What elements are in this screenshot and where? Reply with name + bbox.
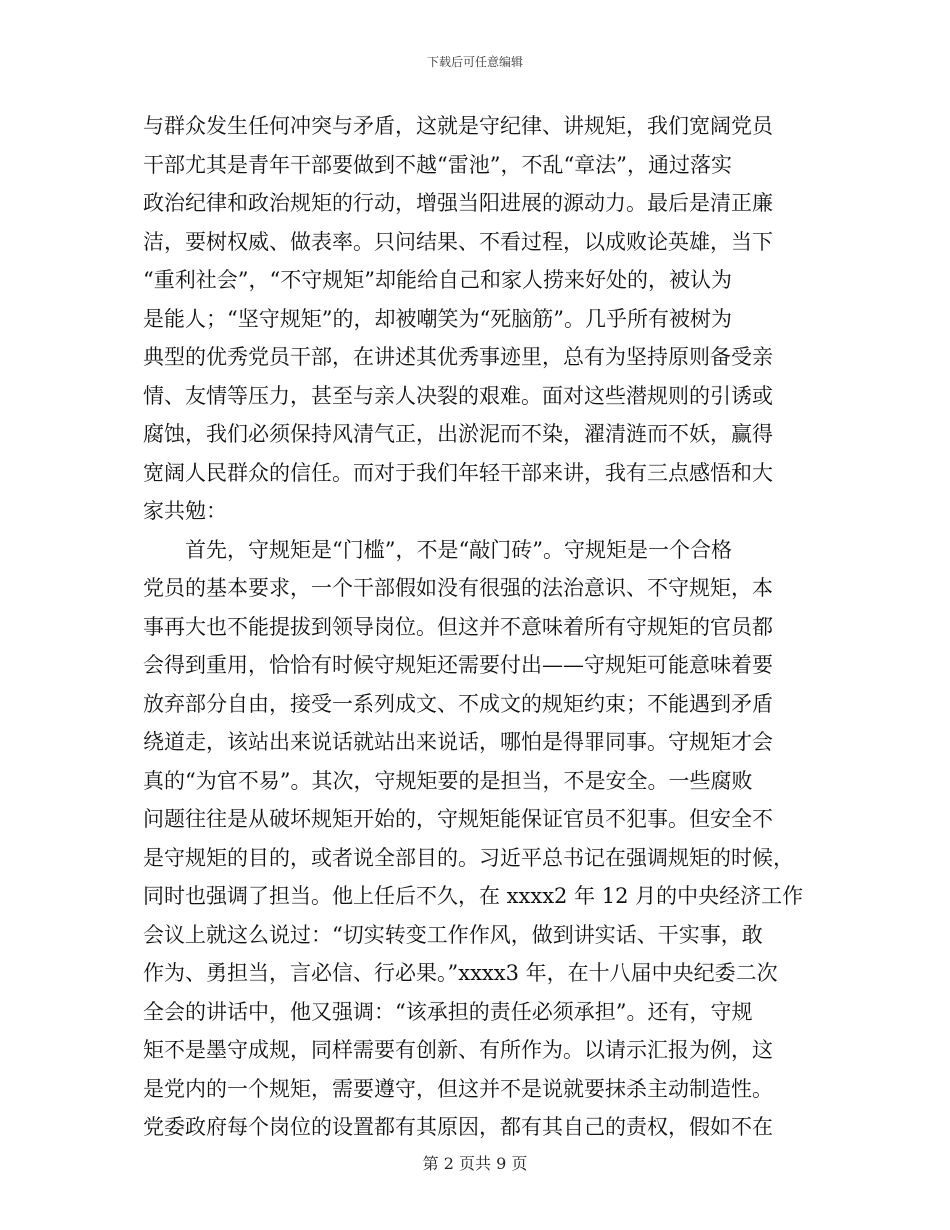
text-line: 会得到重用，恰恰有时候守规矩还需要付出——守规矩可能意味着要 xyxy=(143,653,773,677)
text-line: 政治纪律和政治规矩的行动，增强当阳进展的源动力。最后是清正廉 xyxy=(143,191,773,215)
page-header: 下载后可任意编辑 xyxy=(426,55,523,69)
text-line: 是能人；“坚守规矩”的，却被嘲笑为“死脑筋”。几乎所有被树为 xyxy=(143,306,732,331)
page-footer: 第 2 页共 9 页 xyxy=(422,1154,528,1173)
text-line: 真的“为官不易”。其次，守规矩要的是担当，不是安全。一些腐败 xyxy=(143,768,753,793)
text-line: 党委政府每个岗位的设置都有其原因，都有其自己的责权，假如不在 xyxy=(143,1115,773,1139)
text-line: 腐蚀，我们必须保持风清气正，出淤泥而不染，濯清涟而不妖，赢得 xyxy=(143,422,773,446)
text-line: 宽阔人民群众的信任。而对于我们年轻干部来讲，我有三点感悟和大 xyxy=(143,460,773,485)
body-text xyxy=(143,107,809,1147)
text-line: 全会的讲话中，他又强调：“该承担的责任必须承担”。还有，守规 xyxy=(143,999,753,1024)
text-line: 同时也强调了担当。他上任后不久，在 xxxx2 年 12 月的中央经济工作 xyxy=(143,884,804,908)
text-line: 是党内的一个规矩，需要遵守，但这并不是说就要抹杀主动制造性。 xyxy=(143,1076,773,1101)
text-line: 问题往往是从破坏规矩开始的，守规矩能保证官员不犯事。但安全不 xyxy=(143,807,773,831)
text-line: 与群众发生任何冲突与矛盾，这就是守纪律、讲规矩，我们宽阔党员 xyxy=(143,114,773,138)
text-line: 家共勉： xyxy=(143,499,227,523)
text-line: 会议上就这么说过：“切实转变工作作风，做到讲实话、干实事，敢 xyxy=(143,922,763,947)
text-line: 情、友情等压力，甚至与亲人决裂的艰难。面对这些潜规则的引诱或 xyxy=(143,383,773,408)
text-line: 事再大也不能提拔到领导岗位。但这并不意味着所有守规矩的官员都 xyxy=(143,614,773,639)
text-line: 党员的基本要求，一个干部假如没有很强的法治意识、不守规矩，本 xyxy=(143,576,773,600)
text-line: “重利社会”，“不守规矩”却能给自己和家人捞来好处的，被认为 xyxy=(143,268,732,292)
text-line: 矩不是墨守成规，同样需要有创新、有所作为。以请示汇报为例，这 xyxy=(143,1038,773,1062)
text-line: 干部尤其是青年干部要做到不越“雷池”，不乱“章法”，通过落实 xyxy=(143,152,732,177)
text-line: 绕道走，该站出来说话就站出来说话，哪怕是得罪同事。守规矩才会 xyxy=(143,730,773,754)
text-line: 典型的优秀党员干部，在讲述其优秀事迹里，总有为坚持原则备受亲 xyxy=(143,345,773,369)
text-line: 放弃部分自由，接受一系列成文、不成文的规矩约束；不能遇到矛盾 xyxy=(143,691,773,716)
text-line: 是守规矩的目的，或者说全部目的。习近平总书记在强调规矩的时候， xyxy=(143,845,794,870)
text-line: 首先，守规矩是“门槛”，不是“敲门砖”。守规矩是一个合格 xyxy=(143,537,732,562)
text-line: 作为、勇担当，言必信、行必果。”xxxx3 年，在十八届中央纪委二次 xyxy=(143,961,778,985)
text-line: 洁，要树权威、做表率。只问结果、不看过程，以成败论英雄，当下 xyxy=(143,229,773,254)
